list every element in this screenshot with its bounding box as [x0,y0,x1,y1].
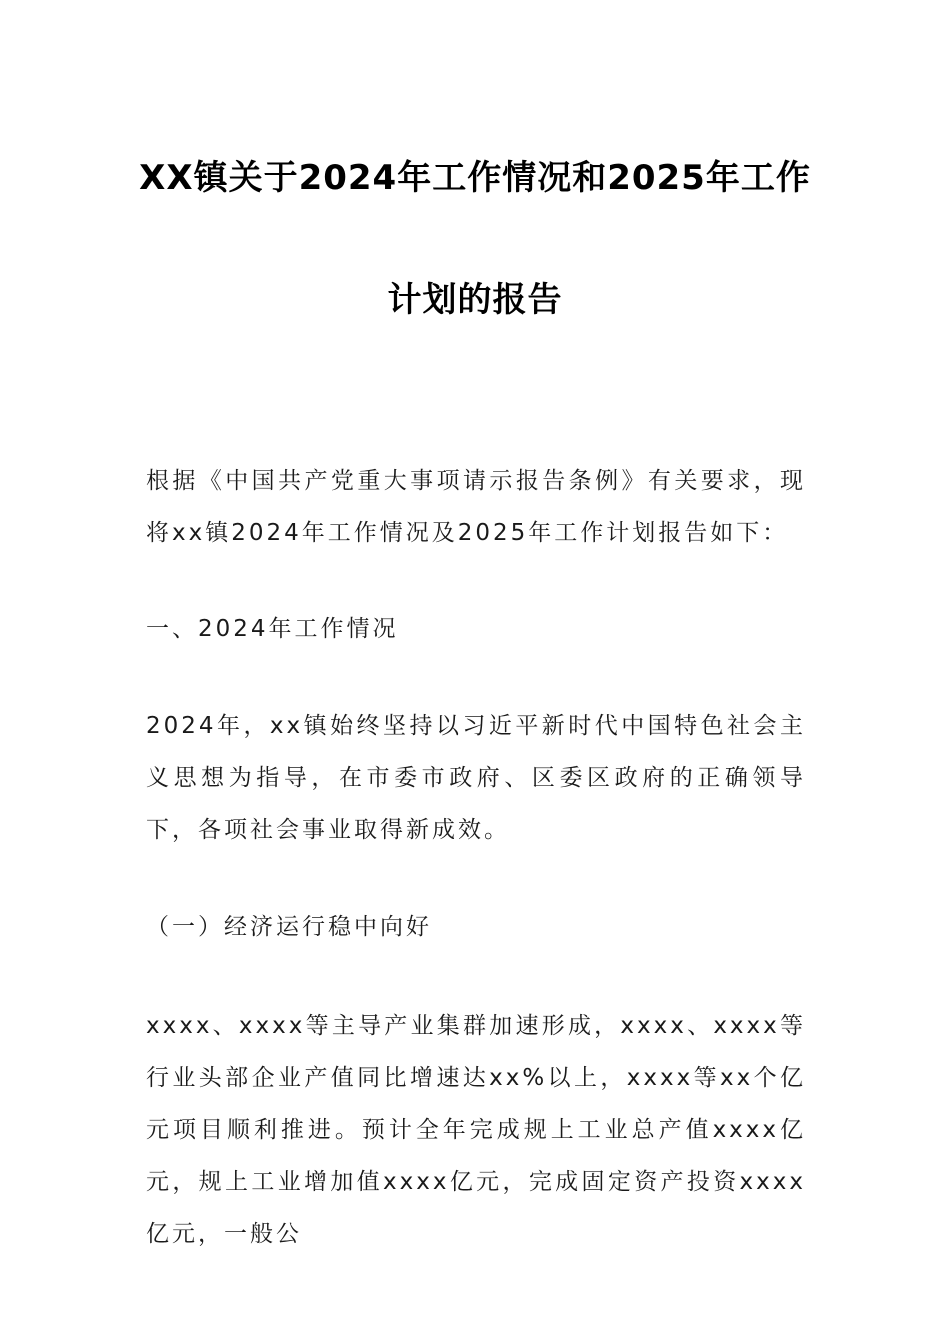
subsection-paragraph-economy: xxxx、xxxx等主导产业集群加速形成，xxxx、xxxx等行业头部企业产值同比增速达xx%以上，xxxx等xx个亿元项目顺利推进。预计全年完成规上工业总产值xxxx亿元，规上工业增加值xxxx亿元，完成固定资产投资xxxx亿元，一般公 [146,1013,806,1247]
section-paragraph-2024-overview: 2024年，xx镇始终坚持以习近平新时代中国特色社会主义思想为指导，在市委市政府、区委区政府的正确领导下，各项社会事业取得新成效。 [146,713,806,843]
intro-paragraph: 根据《中国共产党重大事项请示报告条例》有关要求，现将xx镇2024年工作情况及2025年工作计划报告如下： [146,468,806,546]
section-heading-2024-work: 一、2024年工作情况 [146,616,399,642]
subsection-heading-economy: （一）经济运行稳中向好 [146,914,432,940]
document-title-line-2: 计划的报告 [387,280,563,320]
document-title-line-1: XX镇关于2024年工作情况和2025年工作 [139,158,811,198]
